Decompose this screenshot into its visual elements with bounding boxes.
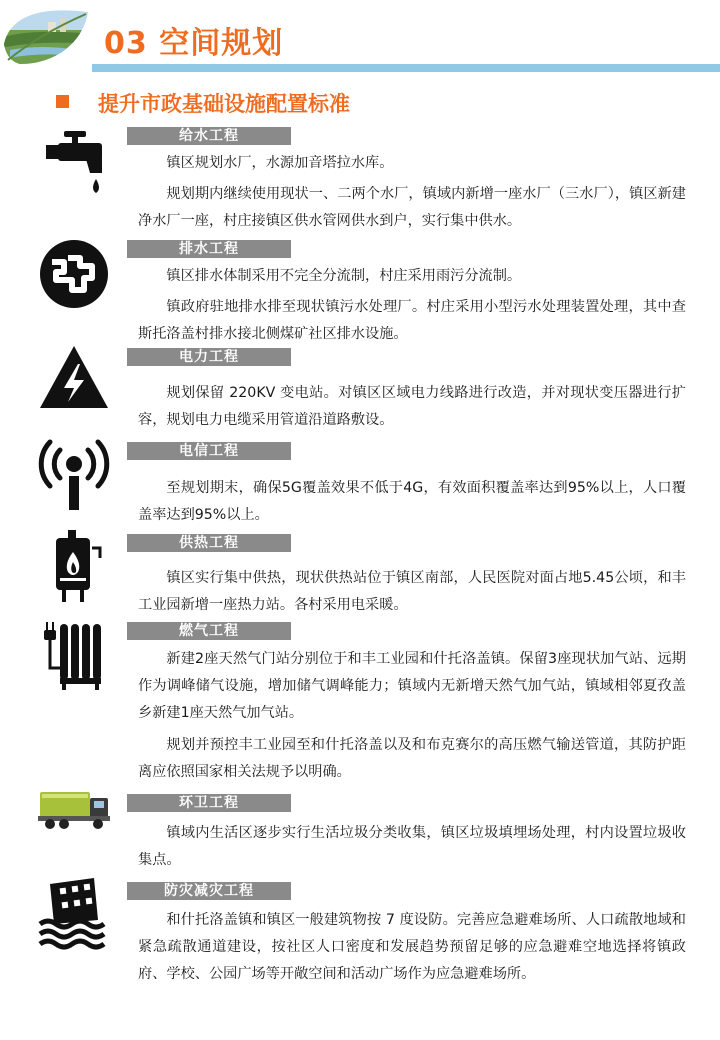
garbage-truck-icon: [36, 788, 112, 832]
paragraph: 规划并预控丰工业园至和什托洛盖以及和布克赛尔的高压燃气输送管道，其防护距离应依照国家相关法规予以明确。: [138, 737, 686, 780]
paragraph: 规划保留 220KV 变电站。对镇区区域电力线路进行改造，并对现状变压器进行扩容，规划电力电缆采用管道沿道路敷设。: [138, 385, 686, 428]
paragraph: 镇区排水体制采用不完全分流制，村庄采用雨污分流制。: [166, 268, 522, 284]
section-tag: 电力工程: [127, 348, 291, 366]
paragraph: 镇政府驻地排水排至现状镇污水处理厂。村庄采用小型污水处理装置处理，其中查斯托洛盖村排水接北侧煤矿社区排水设施。: [138, 299, 686, 342]
page-title: 03 空间规划: [104, 26, 284, 61]
section-tag: 燃气工程: [127, 622, 291, 640]
paragraph: 至规划期末，确保5G覆盖效果不低于4G，有效面积覆盖率达到95%以上，人口覆盖率达到95%以上。: [138, 480, 686, 523]
radiator-icon: [36, 618, 112, 694]
section-tag: 环卫工程: [127, 794, 291, 812]
paragraph: 和什托洛盖镇和镇区一般建筑物按 7 度设防。完善应急避难场所、人口疏散地域和紧急疏散通道建设，按社区人口密度和发展趋势预留足够的应急避难空地选择将镇政府、学校、公园广场等开敞空间和活动广场作为应急避难场所。: [138, 912, 686, 982]
section-tag: 排水工程: [127, 240, 291, 258]
boiler-icon: [36, 528, 112, 604]
title-bar: [92, 64, 720, 72]
section-tag: 给水工程: [127, 127, 291, 145]
paragraph: 规划期内继续使用现状一、二两个水厂，镇域内新增一座水厂（三水厂），镇区新建净水厂一座，村庄接镇区供水管网供水到户，实行集中供水。: [138, 186, 686, 229]
paragraph: 镇域内生活区逐步实行生活垃圾分类收集，镇区垃圾填埋场处理，村内设置垃圾收集点。: [138, 825, 686, 868]
signal-tower-icon: [36, 436, 112, 512]
high-voltage-icon: [36, 342, 112, 418]
subtitle-bullet: [56, 95, 69, 108]
paragraph: 新建2座天然气门站分别位于和丰工业园和什托洛盖镇。保留3座现状加气站、远期作为调峰储气设施，增加储气调峰能力；镇域内无新增天然气加气站，镇域相邻夏孜盖乡新建1座天然气加气站。: [138, 651, 686, 721]
paragraph: 镇区实行集中供热，现状供热站位于镇区南部，人民医院对面占地5.45公顷，和丰工业园新增一座热力站。各村采用电采暖。: [138, 570, 686, 613]
drain-pipe-icon: [36, 236, 112, 312]
flood-building-icon: [36, 874, 112, 950]
paragraph: 镇区规划水厂，水源加音塔拉水库。: [166, 155, 394, 171]
section-subtitle: 提升市政基础设施配置标准: [98, 92, 350, 116]
faucet-icon: [36, 127, 112, 203]
section-tag: 电信工程: [127, 442, 291, 460]
section-tag: 供热工程: [127, 534, 291, 552]
landscape-leaf-image: [0, 4, 92, 70]
section-tag: 防灾减灾工程: [127, 882, 291, 900]
